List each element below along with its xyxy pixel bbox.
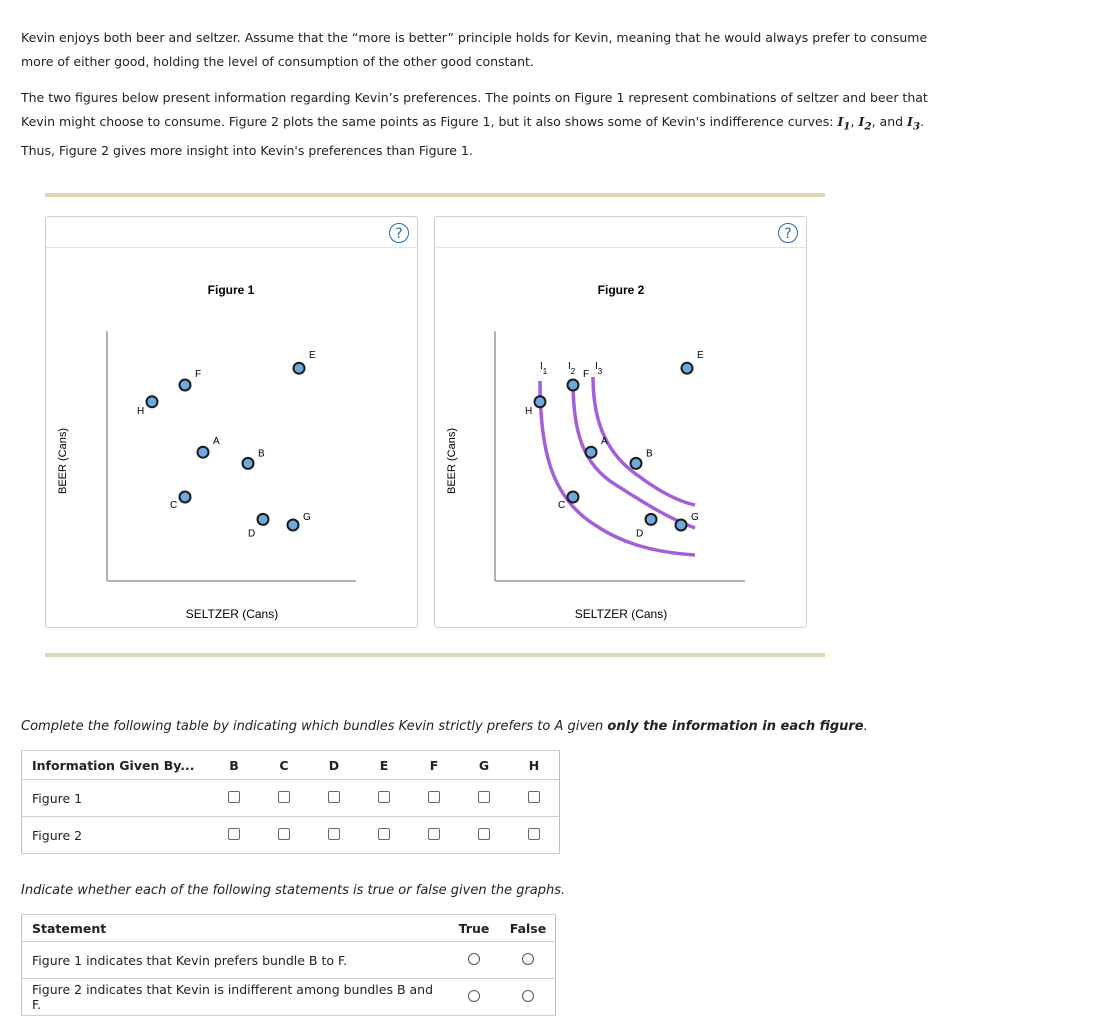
table-2-instruction: Indicate whether each of the following statements is true or false given the graphs. — [21, 883, 566, 898]
row-label: Figure 2 — [22, 817, 210, 854]
checkbox-cell — [509, 817, 560, 854]
point-f — [180, 380, 191, 391]
y-axis-label: BEER (Cans) — [446, 427, 458, 495]
checkbox-b-row2[interactable] — [228, 828, 240, 840]
figure-2-chart — [435, 217, 806, 627]
checkbox-f-row1[interactable] — [428, 791, 440, 803]
figure-1-chart — [46, 217, 417, 627]
x-axis-label: SELTZER (Cans) — [185, 607, 279, 621]
intro-paragraph-1: Kevin enjoys both beer and seltzer. Assume that the “more is better” principle holds for Kevin, meaning that he would always prefer to consume more of either good, holding the level of consumption of the other good constant. — [21, 30, 928, 69]
checkbox-cell — [259, 817, 309, 854]
help-icon[interactable]: ? — [389, 223, 409, 243]
checkbox-cell — [409, 780, 459, 817]
figure-1-panel — [45, 216, 418, 628]
curve-label-i1: $I_1$ — [540, 361, 548, 376]
point-label-d: D — [636, 528, 644, 540]
point-label-e: E — [309, 350, 316, 362]
checkbox-d-row2[interactable] — [328, 828, 340, 840]
checkbox-cell — [209, 817, 259, 854]
radio-true-row2[interactable] — [468, 990, 480, 1002]
point-label-f: F — [195, 369, 202, 380]
point-label-b: B — [258, 448, 265, 460]
checkbox-e-row1[interactable] — [378, 791, 390, 803]
table-1-instruction: Complete the following table by indicating which bundles Kevin strictly prefers to A given only the information in each figure. — [21, 719, 868, 734]
intro-p2-end: . Thus, Figure 2 gives more insight into Kevin's preferences than Figure 1. — [21, 114, 925, 158]
radio-cell — [501, 979, 556, 1016]
figure-1-title: Figure 1 — [207, 283, 255, 297]
indifference-curves — [540, 361, 695, 555]
figure-1-points — [137, 350, 316, 539]
curve-label-i2: $I_2$ — [568, 361, 576, 376]
table-header-statement: Statement — [22, 915, 448, 942]
point-a — [586, 447, 597, 458]
column-header-d: D — [309, 751, 359, 780]
checkbox-h-row1[interactable] — [528, 791, 540, 803]
checkbox-g-row2[interactable] — [478, 828, 490, 840]
checkbox-cell — [459, 817, 509, 854]
indifference-curve-i3 — [593, 377, 695, 505]
point-d — [646, 514, 657, 525]
checkbox-e-row2[interactable] — [378, 828, 390, 840]
preference-table — [21, 750, 560, 854]
statement-text: Figure 1 indicates that Kevin prefers bundle B to F. — [22, 942, 448, 979]
curve-symbol-i3: $I_3$ — [907, 114, 921, 133]
checkbox-cell — [459, 780, 509, 817]
point-b — [243, 458, 254, 469]
point-label-d: D — [248, 528, 256, 540]
column-header-h: H — [509, 751, 560, 780]
point-h — [147, 396, 158, 407]
point-c — [568, 492, 579, 503]
point-label-f: F — [583, 369, 590, 380]
checkbox-cell — [409, 817, 459, 854]
column-header-f: F — [409, 751, 459, 780]
curve-symbol-i1: $I_1$ — [837, 114, 851, 133]
point-label-b: B — [646, 448, 653, 460]
bottom-divider — [45, 653, 825, 657]
column-header-g: G — [459, 751, 509, 780]
top-divider — [45, 193, 825, 197]
point-c — [180, 492, 191, 503]
checkbox-cell — [509, 780, 560, 817]
point-b — [631, 458, 642, 469]
checkbox-cell — [309, 817, 359, 854]
point-label-h: H — [525, 405, 533, 417]
point-h — [535, 396, 546, 407]
checkbox-c-row2[interactable] — [278, 828, 290, 840]
checkbox-b-row1[interactable] — [228, 791, 240, 803]
checkbox-cell — [359, 780, 409, 817]
table-header-false: False — [501, 915, 556, 942]
intro-paragraph-2: The two figures below present information regarding Kevin’s preferences. The points on Figure 1 represent combinations of seltzer and beer that Kevin might choose to consume. Figure 2 plots the same points as Figure 1, but it also shows some of Kevin's indifference curves: $I_1$, $I_2$, and $I_3$. Thus, Figure 2 gives more insight into Kevin's preferences than Figure 1. — [21, 90, 928, 158]
table-header-true: True — [447, 915, 501, 942]
point-label-c: C — [558, 500, 566, 511]
row-label: Figure 1 — [22, 780, 210, 817]
radio-cell — [501, 942, 556, 979]
checkbox-d-row1[interactable] — [328, 791, 340, 803]
statement-text: Figure 2 indicates that Kevin is indifferent among bundles B and F. — [22, 979, 448, 1016]
column-header-c: C — [259, 751, 309, 780]
radio-true-row1[interactable] — [468, 953, 480, 965]
point-label-g: G — [303, 512, 311, 523]
point-label-a: A — [601, 436, 608, 448]
table-row — [22, 942, 556, 979]
checkbox-f-row2[interactable] — [428, 828, 440, 840]
curve-symbol-i2: $I_2$ — [858, 114, 872, 133]
table-row — [22, 780, 560, 817]
intro-p2-start: The two figures below present information regarding Kevin’s preferences. The points on Figure 1 represent combinations of seltzer and beer that Kevin might choose to consume. Figure 2 plots the same points as Figure 1, but it also shows some of Kevin's indifference curves: — [21, 90, 928, 129]
figure-2-title: Figure 2 — [597, 283, 645, 297]
checkbox-cell — [359, 817, 409, 854]
point-e — [682, 363, 693, 374]
point-g — [288, 520, 299, 531]
true-false-table — [21, 914, 556, 1016]
checkbox-c-row1[interactable] — [278, 791, 290, 803]
figure-2-points — [525, 350, 704, 539]
curve-label-i3: $I_3$ — [595, 361, 603, 376]
checkbox-cell — [309, 780, 359, 817]
point-a — [198, 447, 209, 458]
x-axis-label: SELTZER (Cans) — [574, 607, 668, 621]
radio-cell — [447, 979, 501, 1016]
point-e — [294, 363, 305, 374]
checkbox-g-row1[interactable] — [478, 791, 490, 803]
point-f — [568, 380, 579, 391]
point-label-c: C — [170, 500, 178, 511]
indifference-curve-i1 — [540, 381, 695, 555]
table-row — [22, 979, 556, 1016]
point-d — [258, 514, 269, 525]
column-header-e: E — [359, 751, 409, 780]
point-label-g: G — [691, 512, 699, 523]
point-label-h: H — [137, 405, 145, 417]
checkbox-cell — [259, 780, 309, 817]
point-label-a: A — [213, 436, 220, 448]
figure-2-panel — [434, 216, 807, 628]
column-header-b: B — [209, 751, 259, 780]
table-header-info: Information Given By... — [22, 751, 210, 780]
checkbox-h-row2[interactable] — [528, 828, 540, 840]
checkbox-cell — [209, 780, 259, 817]
y-axis-label: BEER (Cans) — [57, 427, 69, 495]
point-g — [676, 520, 687, 531]
table-row — [22, 817, 560, 854]
help-icon[interactable]: ? — [778, 223, 798, 243]
radio-false-row2[interactable] — [522, 990, 534, 1002]
radio-false-row1[interactable] — [522, 953, 534, 965]
point-label-e: E — [697, 350, 704, 362]
radio-cell — [447, 942, 501, 979]
